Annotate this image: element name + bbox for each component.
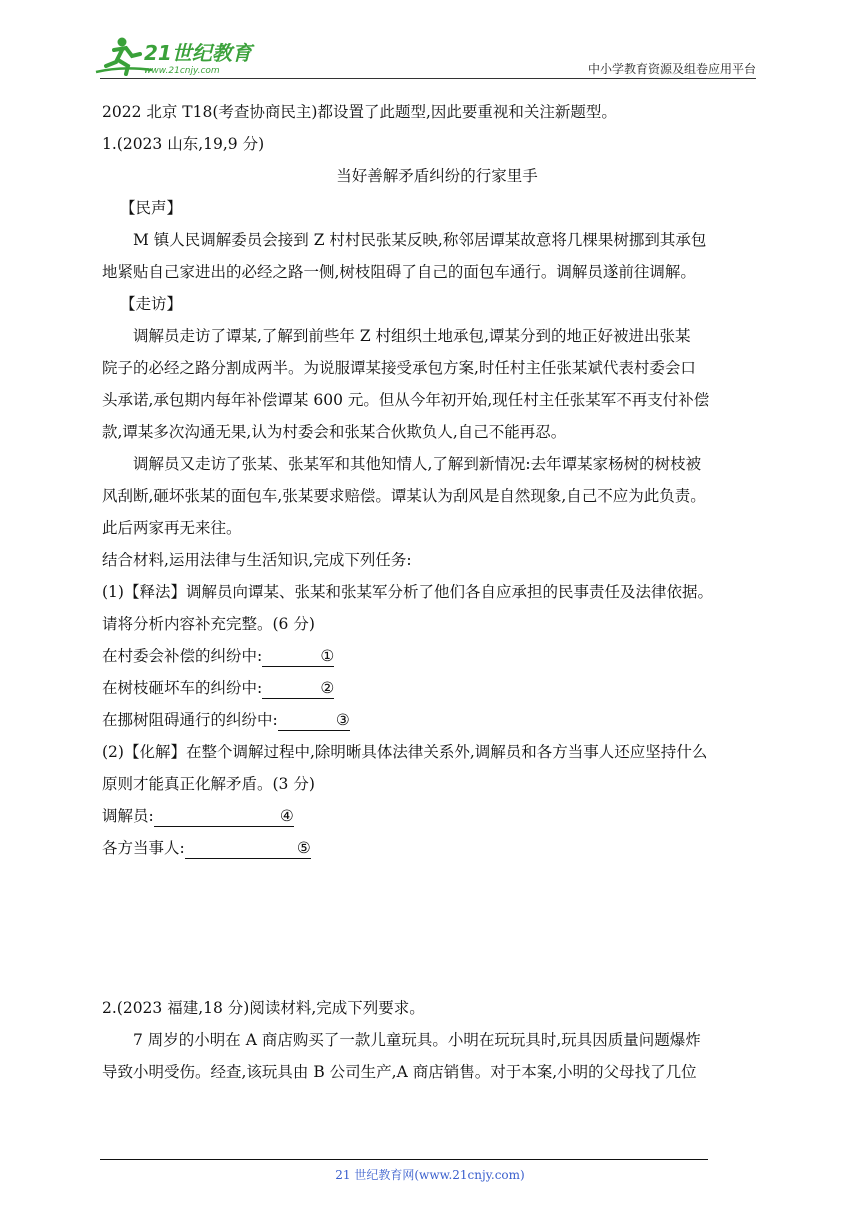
task-2-line: 原则才能真正化解矛盾。(3 分): [102, 775, 315, 793]
document-body: [102, 96, 762, 1088]
answer-blank-5[interactable]: [185, 838, 311, 859]
paragraph-line: M 镇人民调解委员会接到 Z 村村民张某反映,称邻居谭某故意将几棵果树挪到其承包: [133, 231, 707, 249]
page-header: [0, 0, 860, 80]
answer-space: [102, 864, 762, 992]
paragraph-line: 头承诺,承包期内每年补偿谭某 600 元。但从今年初开始,现任村主任张某军不再支付补偿: [102, 391, 710, 409]
paragraph-line: 调解员又走访了张某、张某军和其他知情人,了解到新情况:去年谭某家杨树的树枝被: [133, 455, 702, 473]
site-logo: [92, 36, 262, 78]
answer-row-3: [102, 704, 762, 736]
answer-row-1: [102, 640, 762, 672]
paragraph-line: 调解员走访了谭某,了解到前些年 Z 村组织土地承包,谭某分到的地正好被进出张某: [133, 327, 691, 345]
header-divider: [100, 78, 756, 79]
svg-text:21世纪教育: 21世纪教育: [144, 41, 252, 65]
footer-link[interactable]: 21 世纪教育网(www.21cnjy.com): [335, 1168, 525, 1182]
question-2-title: 2.(2023 福建,18 分)阅读材料,完成下列要求。: [102, 999, 425, 1017]
paragraph-line: 款,谭某多次沟通无果,认为村委会和张某合伙欺负人,自己不能再忍。: [102, 423, 567, 441]
answer-blank-3[interactable]: [278, 710, 350, 731]
task-1-line: 请将分析内容补充完整。(6 分): [102, 615, 315, 633]
answer-row-5: [102, 832, 762, 864]
answer-blank-1[interactable]: [262, 646, 334, 667]
platform-name: 中小学教育资源及组卷应用平台: [587, 62, 756, 76]
paragraph-line: 地紧贴自己家进出的必经之路一侧,树枝阻碍了自己的面包车通行。调解员遂前往调解。: [102, 263, 696, 281]
paragraph-line: 7 周岁的小明在 A 商店购买了一款儿童玩具。小明在玩玩具时,玩具因质量问题爆炸: [133, 1031, 701, 1049]
answer-row-4: [102, 800, 762, 832]
section-tag-minsheng: 【民声】: [120, 199, 183, 217]
task-intro: 结合材料,运用法律与生活知识,完成下列任务:: [102, 551, 412, 569]
paragraph-line: 导致小明受伤。经查,该玩具由 B 公司生产,A 商店销售。对于本案,小明的父母找了几位: [102, 1063, 697, 1081]
svg-text:www.21cnjy.com: www.21cnjy.com: [144, 66, 220, 76]
paragraph-line: 院子的必经之路分割成两半。为说服谭某接受承包方案,时任村主任张某斌代表村委会口: [102, 359, 696, 377]
blank-marker: ⑤: [296, 839, 311, 857]
section-tag-zoufang: 【走访】: [120, 295, 183, 313]
answer-label: 在挪树阻碍通行的纠纷中:: [102, 711, 278, 729]
task-1-line: (1)【释法】调解员向谭某、张某和张某军分析了他们各自应承担的民事责任及法律依据。: [102, 583, 713, 601]
answer-label: 在树枝砸坏车的纠纷中:: [102, 679, 263, 697]
answer-row-2: [102, 672, 762, 704]
answer-blank-2[interactable]: [262, 678, 334, 699]
paragraph-line: 风刮断,砸坏张某的面包车,张某要求赔偿。谭某认为刮风是自然现象,自己不应为此负责。: [102, 487, 706, 505]
answer-label: 各方当事人:: [102, 839, 185, 857]
blank-marker: ②: [320, 679, 335, 697]
blank-marker: ①: [320, 647, 335, 665]
blank-marker: ④: [279, 807, 294, 825]
footer-divider: [100, 1159, 708, 1160]
paragraph-line: 此后两家再无来往。: [102, 519, 242, 537]
answer-label: 调解员:: [102, 807, 154, 825]
task-2-line: (2)【化解】在整个调解过程中,除明晰具体法律关系外,调解员和各方当事人还应坚持什么: [102, 743, 708, 761]
intro-text: 2022 北京 T18(考查协商民主)都设置了此题型,因此要重视和关注新题型。: [102, 103, 617, 121]
question-1-heading: 当好善解矛盾纠纷的行家里手: [336, 167, 538, 185]
answer-label: 在村委会补偿的纠纷中:: [102, 647, 263, 665]
answer-blank-4[interactable]: [154, 806, 294, 827]
question-1-title: 1.(2023 山东,19,9 分): [102, 135, 265, 153]
blank-marker: ③: [335, 711, 350, 729]
